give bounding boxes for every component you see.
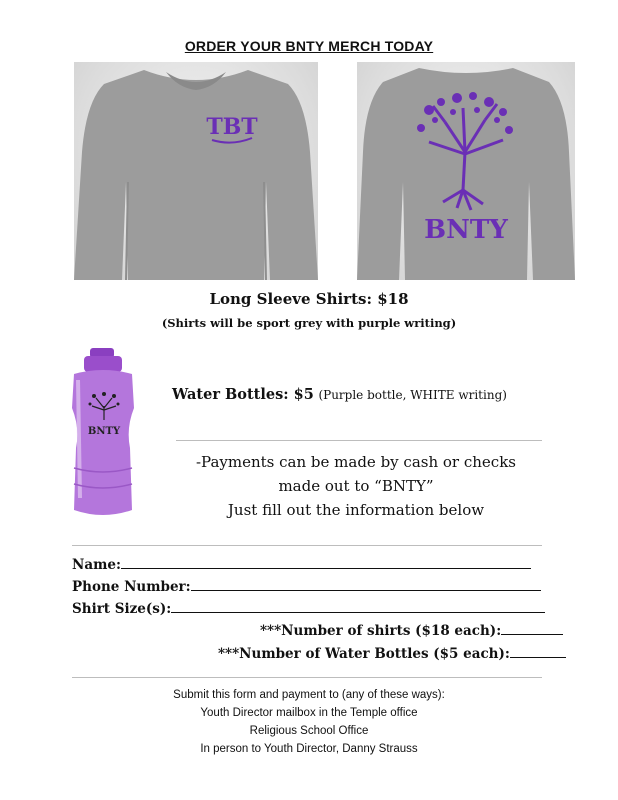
bottles-heading <box>172 386 507 403</box>
water-bottle-photo <box>60 348 146 520</box>
bottles-count-input-line[interactable] <box>510 645 566 658</box>
bottles-note: (Purple bottle, WHITE writing) <box>318 388 507 402</box>
divider <box>176 440 542 441</box>
shirt-front-print: TBT <box>206 114 258 140</box>
bottles-count-field[interactable] <box>218 645 566 662</box>
bottles-count-label: ***Number of Water Bottles ($5 each): <box>218 646 510 662</box>
divider <box>72 677 542 678</box>
submit-lead: Submit this form and payment to (any of these ways): <box>173 689 445 701</box>
shirts-heading: Long Sleeve Shirts: $18 <box>209 290 409 308</box>
bottles-label: Water Bottles: $5 <box>172 386 314 403</box>
phone-input-line[interactable] <box>191 578 541 591</box>
payment-line-1: -Payments can be made by cash or checks <box>195 453 516 471</box>
bottle-print: BNTY <box>87 426 121 437</box>
shirts-subheading: (Shirts will be sport grey with purple writing) <box>161 316 457 330</box>
payment-line-3: Just fill out the information below <box>227 501 485 519</box>
phone-label: Phone Number: <box>72 579 191 595</box>
name-input-line[interactable] <box>121 556 531 569</box>
shirt-size-field[interactable] <box>72 600 545 617</box>
page-title: ORDER YOUR BNTY MERCH TODAY <box>184 38 434 54</box>
phone-field[interactable] <box>72 578 541 595</box>
submit-option-2: Religious School Office <box>249 725 369 737</box>
shirt-back-photo <box>357 62 575 280</box>
shirts-count-field[interactable] <box>260 622 563 639</box>
name-label: Name: <box>72 557 121 573</box>
shirts-count-input-line[interactable] <box>501 622 563 635</box>
shirts-count-label: ***Number of shirts ($18 each): <box>260 623 502 639</box>
payment-line-2: made out to “BNTY” <box>278 477 434 495</box>
shirt-size-label: Shirt Size(s): <box>72 601 172 617</box>
name-field[interactable] <box>72 556 531 573</box>
shirt-size-input-line[interactable] <box>171 600 545 613</box>
shirt-front-photo <box>74 62 318 280</box>
submit-option-1: Youth Director mailbox in the Temple office <box>200 707 418 719</box>
submit-option-3: In person to Youth Director, Danny Strauss <box>200 743 418 755</box>
shirt-back-print: BNTY <box>424 215 508 245</box>
divider <box>72 545 542 546</box>
